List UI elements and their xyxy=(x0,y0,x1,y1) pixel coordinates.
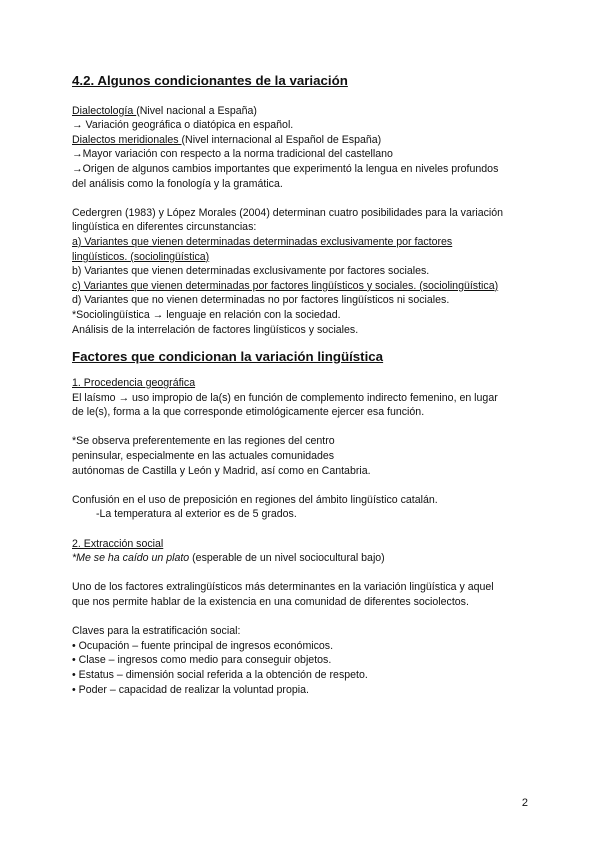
text-line: → Variación geográfica o diatópica en español. xyxy=(72,119,294,132)
text-line: →Origen de algunos cambios importantes que experimentó la lengua en niveles profundos xyxy=(72,162,499,175)
text-line: Uno de los factores extralingüísticos más determinantes en la variación lingüística y aquel xyxy=(72,581,494,594)
dialectologia-line xyxy=(72,104,532,119)
meridionales-rest: (Nivel internacional al Español de España) xyxy=(181,133,382,146)
document-page xyxy=(72,72,532,697)
page-number: 2 xyxy=(521,797,528,809)
dialectologia-label: Dialectología xyxy=(72,104,137,117)
spacer xyxy=(72,610,532,625)
text-line: →Mayor variación con respecto a la norma tradicional del castellano xyxy=(72,148,393,161)
spacer xyxy=(72,89,532,104)
variant-b: b) Variantes que vienen determinadas exclusivamente por factores sociales. xyxy=(72,265,430,278)
text-line: del análisis como la fonología y la gramática. xyxy=(72,177,283,190)
factors-title: Factores que condicionan la variación lingüística xyxy=(72,349,384,365)
dialectologia-rest: (Nivel nacional a España) xyxy=(136,104,257,117)
example-line: -La temperatura al exterior es de 5 grados. xyxy=(96,508,297,521)
example-italic: *Me se ha caído un plato xyxy=(72,552,190,565)
spacer xyxy=(72,365,532,376)
factor1-heading: 1. Procedencia geográfica xyxy=(72,377,196,390)
text-line: Confusión en el uso de preposición en regiones del ámbito lingüístico catalán. xyxy=(72,493,438,506)
spacer xyxy=(72,522,532,537)
meridionales-line xyxy=(72,133,532,148)
list-item: • Clase – ingresos como medio para conseguir objetos. xyxy=(72,654,332,667)
meridionales-label: Dialectos meridionales xyxy=(72,133,182,146)
example-rest: (esperable de un nivel sociocultural bajo) xyxy=(189,552,385,565)
text-line: Cedergren (1983) y López Morales (2004) determinan cuatro posibilidades para la variación xyxy=(72,206,504,219)
claves-title: Claves para la estratificación social: xyxy=(72,625,241,638)
text-line: que nos permite hablar de la existencia en una comunidad de diferentes sociolectos. xyxy=(72,596,469,608)
text-line: peninsular, especialmente en las actuales comunidades xyxy=(72,450,335,463)
spacer xyxy=(72,337,532,348)
factor2-heading: 2. Extracción social xyxy=(72,537,164,550)
list-item: • Poder – capacidad de realizar la voluntad propia. xyxy=(72,683,309,696)
section-title: 4.2. Algunos condicionantes de la variación xyxy=(72,73,348,88)
text-line: *Se observa preferentemente en las regiones del centro xyxy=(72,435,335,448)
text-line: El laísmo → uso impropio de la(s) en función de complemento indirecto femenino, en lugar xyxy=(72,391,498,404)
text-line: lingüística en diferentes circunstancias: xyxy=(72,221,257,234)
spacer xyxy=(72,191,532,206)
variant-a-line1: a) Variantes que vienen determinadas determinadas exclusivamente por factores xyxy=(72,235,453,248)
variant-d: d) Variantes que no vienen determinadas no por factores lingüísticos ni sociales. xyxy=(72,294,450,307)
text-line: de le(s), forma a la que corresponde etimológicamente ejercer esa función. xyxy=(72,406,425,419)
spacer xyxy=(72,566,532,581)
list-item: • Ocupación – fuente principal de ingresos económicos. xyxy=(72,639,334,652)
example-line xyxy=(72,551,532,566)
list-item: • Estatus – dimensión social referida a la obtención de respeto. xyxy=(72,668,368,681)
sociolinguistics-note: *Sociolingüística → lenguaje en relación con la sociedad. xyxy=(72,308,341,321)
analysis-line: Análisis de la interrelación de factores lingüísticos y sociales. xyxy=(72,323,359,336)
spacer xyxy=(72,478,532,493)
spacer xyxy=(72,420,532,435)
variant-c: c) Variantes que vienen determinadas por factores lingüísticos y sociales. (sociolingüística) xyxy=(72,279,499,292)
text-line: autónomas de Castilla y León y Madrid, así como en Cantabria. xyxy=(72,464,371,477)
variant-a-line2: lingüísticos. (sociolingüística) xyxy=(72,250,210,263)
